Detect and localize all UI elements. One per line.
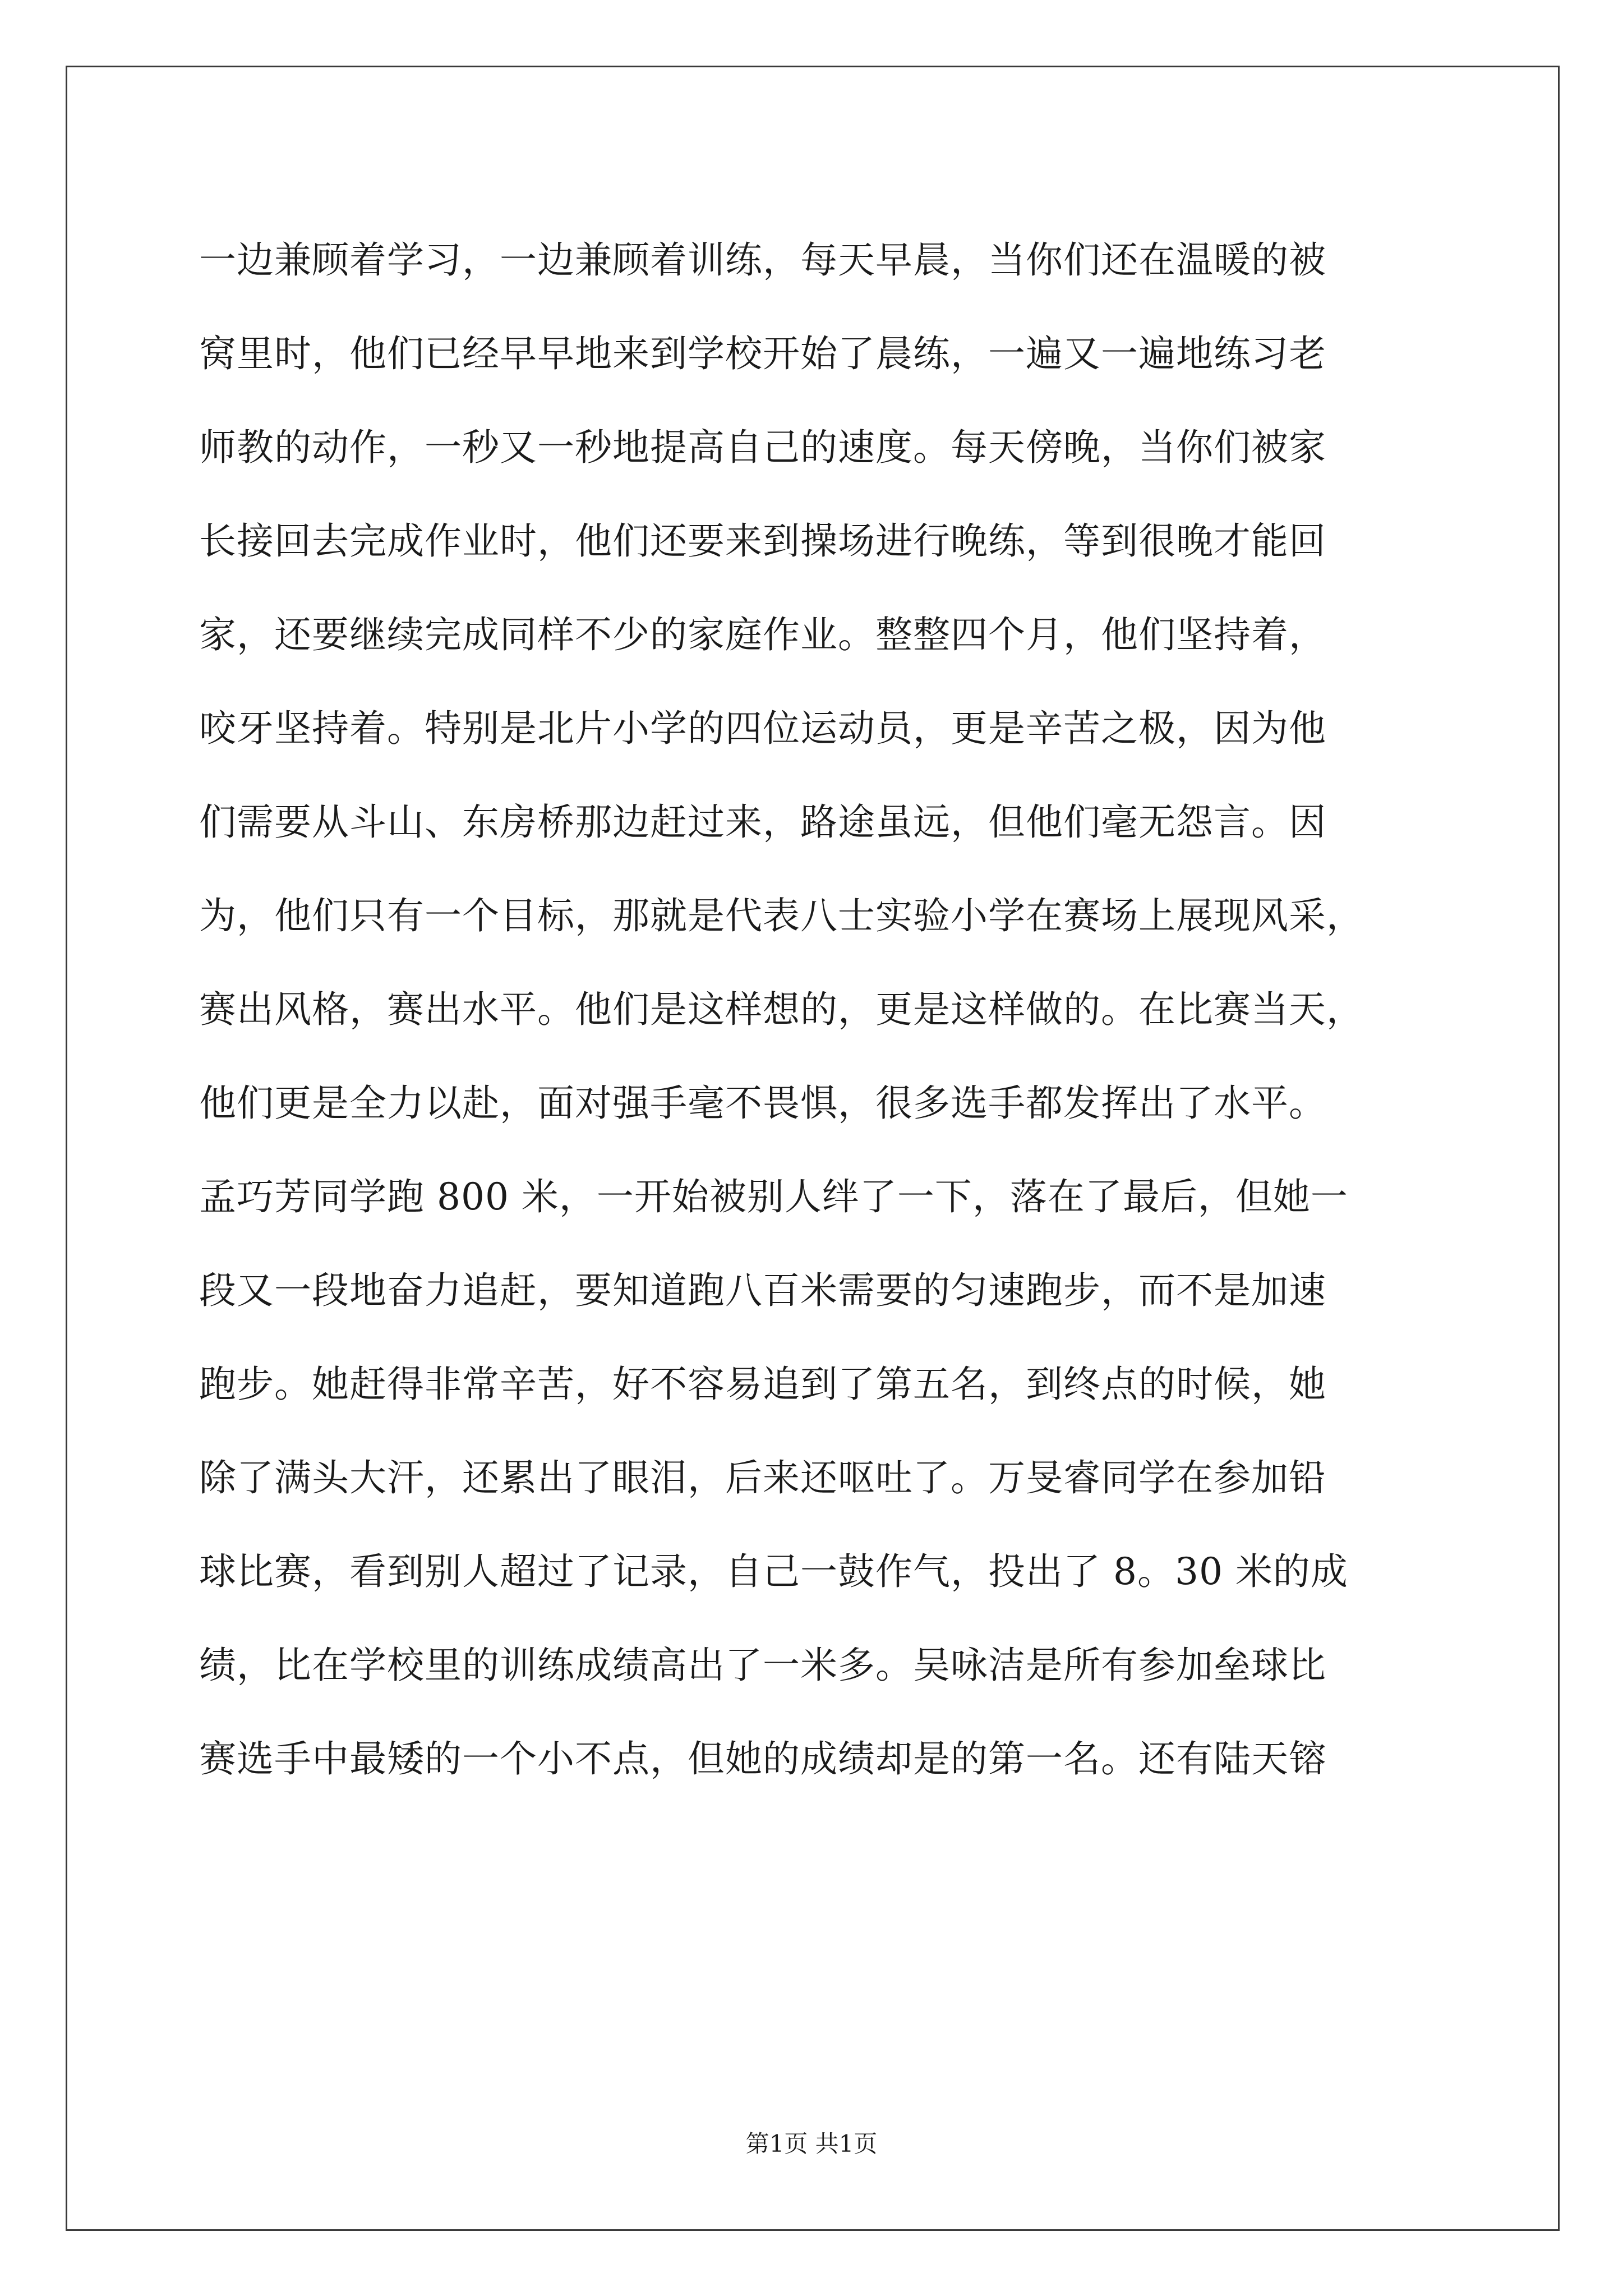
text-line: 咬牙坚持着。特别是北片小学的四位运动员，更是辛苦之极，因为他: [199, 707, 1326, 750]
text-line: 们需要从斗山、东房桥那边赶过来，路途虽远，但他们毫无怨言。因: [199, 800, 1326, 844]
page-number-footer: 第1页 共1页: [745, 2130, 878, 2157]
text-line: 跑步。她赶得非常辛苦，好不容易追到了第五名，到终点的时候，她: [199, 1363, 1326, 1406]
text-line: 为，他们只有一个目标，那就是代表八士实验小学在赛场上展现风采，: [199, 894, 1364, 937]
text-line: 赛出风格，赛出水平。他们是这样想的，更是这样做的。在比赛当天，: [199, 988, 1364, 1031]
text-line: 孟巧芳同学跑 800 米，一开始被别人绊了一下，落在了最后，但她一: [199, 1175, 1348, 1218]
text-line: 除了满头大汗，还累出了眼泪，后来还呕吐了。万旻睿同学在参加铅: [199, 1456, 1326, 1499]
text-line: 家，还要继续完成同样不少的家庭作业。整整四个月，他们坚持着，: [199, 613, 1326, 656]
text-line: 一边兼顾着学习，一边兼顾着训练，每天早晨，当你们还在温暖的被: [199, 238, 1326, 282]
document-body: [199, 213, 1433, 1806]
text-line: 师教的动作，一秒又一秒地提高自己的速度。每天傍晚，当你们被家: [199, 426, 1326, 469]
text-line: 长接回去完成作业时，他们还要来到操场进行晚练，等到很晚才能回: [199, 519, 1326, 563]
text-line: 窝里时，他们已经早早地来到学校开始了晨练，一遍又一遍地练习老: [199, 332, 1326, 375]
text-line: 段又一段地奋力追赶，要知道跑八百米需要的匀速跑步，而不是加速: [199, 1269, 1326, 1312]
text-line: 球比赛，看到别人超过了记录，自己一鼓作气，投出了 8。30 米的成: [199, 1550, 1348, 1593]
text-line: 绩，比在学校里的训练成绩高出了一米多。吴咏洁是所有参加垒球比: [199, 1644, 1326, 1687]
text-line: 赛选手中最矮的一个小不点，但她的成绩却是的第一名。还有陆天镕: [199, 1737, 1326, 1780]
text-line: 他们更是全力以赴，面对强手毫不畏惧，很多选手都发挥出了水平。: [199, 1082, 1326, 1125]
